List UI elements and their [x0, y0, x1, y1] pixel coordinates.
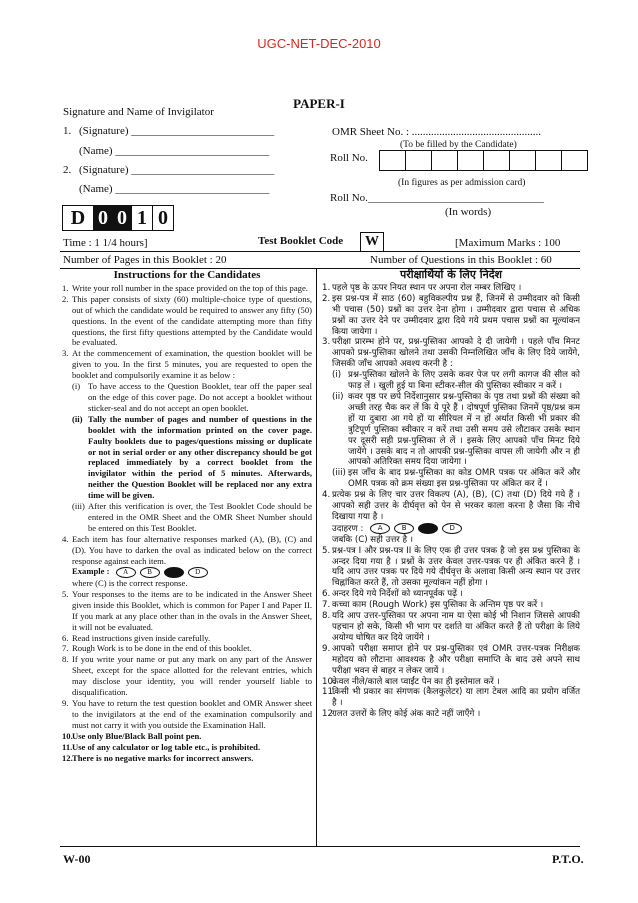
english-instructions [62, 270, 312, 763]
hindi-instructions [322, 270, 580, 720]
list-item: 3. At the commencement of examination, the question booklet will be given to you. In the first 5 minutes, you are requested to open the booklet and compulsorily examine it as below : [62, 348, 312, 381]
list-item: 12. गलत उत्तरों के लिए कोई अंक काटे नहीं जाएँगे । [322, 709, 481, 720]
omr-note: (To be filled by the Candidate) [400, 140, 517, 150]
footer-code: W-00 [63, 852, 91, 866]
roll-no-words-field: Roll No.________________________________ [330, 192, 544, 204]
list-item: 10. Use only Blue/Black Ball point pen. [62, 730, 202, 741]
list-item: 7. Rough Work is to be done in the end of this booklet. [62, 643, 252, 654]
list-item: 7. कच्चा काम (Rough Work) इस पुस्तिका के अन्तिम पृष्ठ पर करें । [322, 600, 544, 611]
list-item: 8. If you write your name or put any mark on any part of the Answer Sheet, except for the space allotted for the relevant entries, which may disclose your identity, you will render yourself liable to disqualification. [62, 654, 312, 698]
invigilator-1-signature: 1. (Signature) __________________________ [63, 125, 275, 137]
list-subitem: (ii) Tally the number of pages and number of questions in the booklet with the information printed on the cover page. Faulty booklets due to pages/questions missing or duplicate or not in serial order or any other discrepancy should be got replaced immediately by a correct booklet from the invigilator within the period of 5 minutes. Afterwards, neither the Question Booklet will be replaced nor any extra time will be given. [72, 413, 312, 501]
list-subitem: (iii) After this verification is over, the Test Booklet Code should be entered in the OMR Sheet and the OMR Sheet Number should be entered on this Test Booklet. [72, 501, 312, 533]
column-divider [316, 268, 317, 846]
list-item: 5. प्रश्न-पत्र I और प्रश्न-पत्र II के लिए एक ही उत्तर पत्रक है जो इस प्रश्न पुस्तिका के अन्दर दिया गया है । प्रश्नों के उत्तर केवल उत्तर-पत्रक पर ही अंकित करने हैं । यदि आप उत्तर पत्रक पर दिये गये दीर्घवृत्त के अलावा किसी अन्य स्थान पर उत्तर चिह्नांकित करते हैं, तो उसका मूल्यांकन नहीं होगा । [322, 545, 580, 589]
questions-count: Number of Questions in this Booklet : 60 [370, 254, 552, 266]
list-subitem: (iii) इस जाँच के बाद प्रश्न-पुस्तिका का कोड OMR पत्रक पर अंकित करें और OMR पत्रक को क्रम संख्या इस प्रश्न-पुस्तिका पर अंकित कर दें । [332, 468, 580, 490]
list-item: 11. Use of any calculator or log table etc., is prohibited. [62, 741, 261, 752]
list-item: 10. केवल नीले/काले बाल प्वाईंट पेन का ही इस्तेमाल करें । [322, 676, 500, 687]
instructions-title: Instructions for the Candidates [113, 269, 261, 281]
signature-heading: Signature and Name of Invigilator [63, 106, 214, 118]
list-item: 11. किसी भी प्रकार का संगणक (कैलकुलेटर) या लाग टेबल आदि का प्रयोग वर्जित है । [322, 687, 580, 709]
pages-count: Number of Pages in this Booklet : 20 [63, 254, 227, 266]
list-item: 6. Read instructions given inside carefully. [62, 632, 211, 643]
list-item: 6. अन्दर दिये गये निर्देशों को ध्यानपूर्वक पढ़ें । [322, 589, 463, 600]
list-item: 5. Your responses to the items are to be indicated in the Answer Sheet given inside this Booklet, which is common for Paper I and Paper II. If you mark at any place other than in the ovals in the Answer Sheet, it will not be evaluated. [62, 588, 312, 632]
list-item: 12. There is no negative marks for incorrect answers. [62, 752, 254, 763]
omr-sheet-field: OMR Sheet No. : ............................................... [332, 126, 541, 138]
list-item: 4. Each item has four alternative responses marked (A), (B), (C) and (D). You have to darken the oval as indicated below on the correct response against each item. [62, 533, 312, 566]
booklet-code: D 0 0 1 0 [63, 205, 174, 231]
divider [60, 251, 580, 252]
example-note: where (C) is the correct response. [72, 578, 188, 588]
list-subitem: (i) To have access to the Question Booklet, tear off the paper seal on the edge of this cover page. Do not accept a booklet without sticker-seal and do not accept an open booklet. [72, 381, 312, 413]
hindi-title: परीक्षार्थियों के लिए निर्देश [399, 268, 503, 281]
time-allowed: Time : 1 1/4 hours] [63, 237, 148, 249]
test-booklet-code-label: Test Booklet Code [258, 235, 344, 247]
list-item: 8. यदि आप उत्तर-पुस्तिका पर अपना नाम या ऐसा कोई भी निशान जिससे आपकी पहचान हो सके, किसी भी भाग पर दर्शाते या अंकित करते हैं तो परीक्षा के लिये अयोग्य घोषित कर दिये जायेंगे । [322, 611, 580, 643]
paper-title: PAPER-I [293, 96, 345, 111]
example-row: Example : A B D [62, 566, 312, 578]
invigilator-2-signature: 2. (Signature) __________________________ [63, 164, 275, 176]
list-subitem: (ii) कवर पृष्ठ पर छपे निर्देशानुसार प्रश्न-पुस्तिका के पृष्ठ तथा प्रश्नों की संख्या को अच्छी तरह चैक कर लें कि ये पूरे हैं । दोषपूर्ण पुस्तिका जिनमें पृष्ठ/प्रश्न कम हों या दुबारा आ गये हों या सीरियल में न हों अर्थात किसी भी प्रकार की त्रुटिपूर्ण पुस्तिका स्वीकार न करें तथा उसी समय उसे लौटाकर उसके स्थान पर दूसरी सही प्रश्न-पुस्तिका ले लें । इसके लिए आपको पाँच मिनट दिये जायेंगे । उसके बाद न तो आपकी प्रश्न-पुस्तिका वापस ली जायेगी और न ही आपको अतिरिक्त समय दिया जायेगा । [332, 391, 580, 468]
list-item: 4. प्रत्येक प्रश्न के लिए चार उत्तर विकल्प (A), (B), (C) तथा (D) दिये गये हैं । आपको सही उत्तर के दीर्घवृत्त को पेन से भरकर काला करना है जैसा कि नीचे दिखाया गया है । [322, 490, 580, 522]
invigilator-1-name: (Name) ____________________________ [79, 145, 270, 157]
list-item: 2. इस प्रश्न-पत्र में साठ (60) बहुविकल्पीय प्रश्न हैं, जिनमें से उम्मीदवार को किसी भी पचास (50) प्रश्नों का उत्तर देना होगा । उम्मीदवार द्वारा पचास से अधिक प्रश्नों का उत्तर देने पर उम्मीदवार द्वारा दिये गये प्रथम पचास प्रश्नों का मूल्यांकन किया जायेगा । [322, 293, 580, 337]
example-ovals: A B D [116, 567, 208, 578]
list-subitem: (i) प्रश्न-पुस्तिका खोलने के लिए उसके कवर पेज पर लगी कागज की सील को फाड़ लें । खुली हुई या बिना स्टीकर-सील की पुस्तिका स्वीकार न करें । [332, 370, 580, 392]
example-row: उदाहरण : A B D [322, 523, 580, 535]
in-words-note: (In words) [445, 206, 492, 218]
footer-pto: P.T.O. [552, 852, 584, 866]
list-item: 3. परीक्षा प्रारम्भ होने पर, प्रश्न-पुस्तिका आपको दे दी जायेगी । पहले पाँच मिनट आपको प्रश्न-पुस्तिका खोलने तथा उसकी निम्नलिखित जाँच के लिए दिये जायेंगे, जिसकी जाँच आपको अवश्य करनी है : [322, 337, 580, 370]
divider [60, 846, 580, 847]
list-item: 9. आपको परीक्षा समाप्त होने पर प्रश्न-पुस्तिका एवं OMR उत्तर-पत्रक निरीक्षक महोदय को लौटाना आवश्यक है और परीक्षा समाप्ति के बाद उसे अपने साथ परीक्षा भवन से बाहर न लेकर जायें । [322, 643, 580, 676]
roll-note: (In figures as per admission card) [398, 178, 526, 188]
roll-no-boxes[interactable] [380, 150, 588, 171]
example-ovals: A B D [370, 523, 462, 534]
roll-no-label: Roll No. [330, 152, 368, 164]
list-item: 1. पहले पृष्ठ के ऊपर नियत स्थान पर अपना रोल नम्बर लिखिए । [322, 282, 522, 293]
list-item: 2. This paper consists of sixty (60) multiple-choice type of questions, out of which the candidate would be required to answer any fifty (50) questions. In the event of the candidate attempting more than fifty questions, the first fifty questions attempted by the Candidate would be evaluated. [62, 293, 312, 348]
banner-title: UGC-NET-DEC-2010 [257, 36, 381, 51]
test-booklet-code-value: W [360, 232, 384, 252]
list-item: 9. You have to return the test question booklet and OMR Answer sheet to the invigilators at the end of the examination compulsorily and must not carry it with you outside the Examination Hall. [62, 697, 312, 730]
list-item: 1. Write your roll number in the space provided on the top of this page. [62, 282, 308, 293]
maximum-marks: [Maximum Marks : 100 [455, 237, 561, 249]
invigilator-2-name: (Name) ____________________________ [79, 183, 270, 195]
example-note: जबकि (C) सही उत्तर है । [332, 534, 414, 545]
